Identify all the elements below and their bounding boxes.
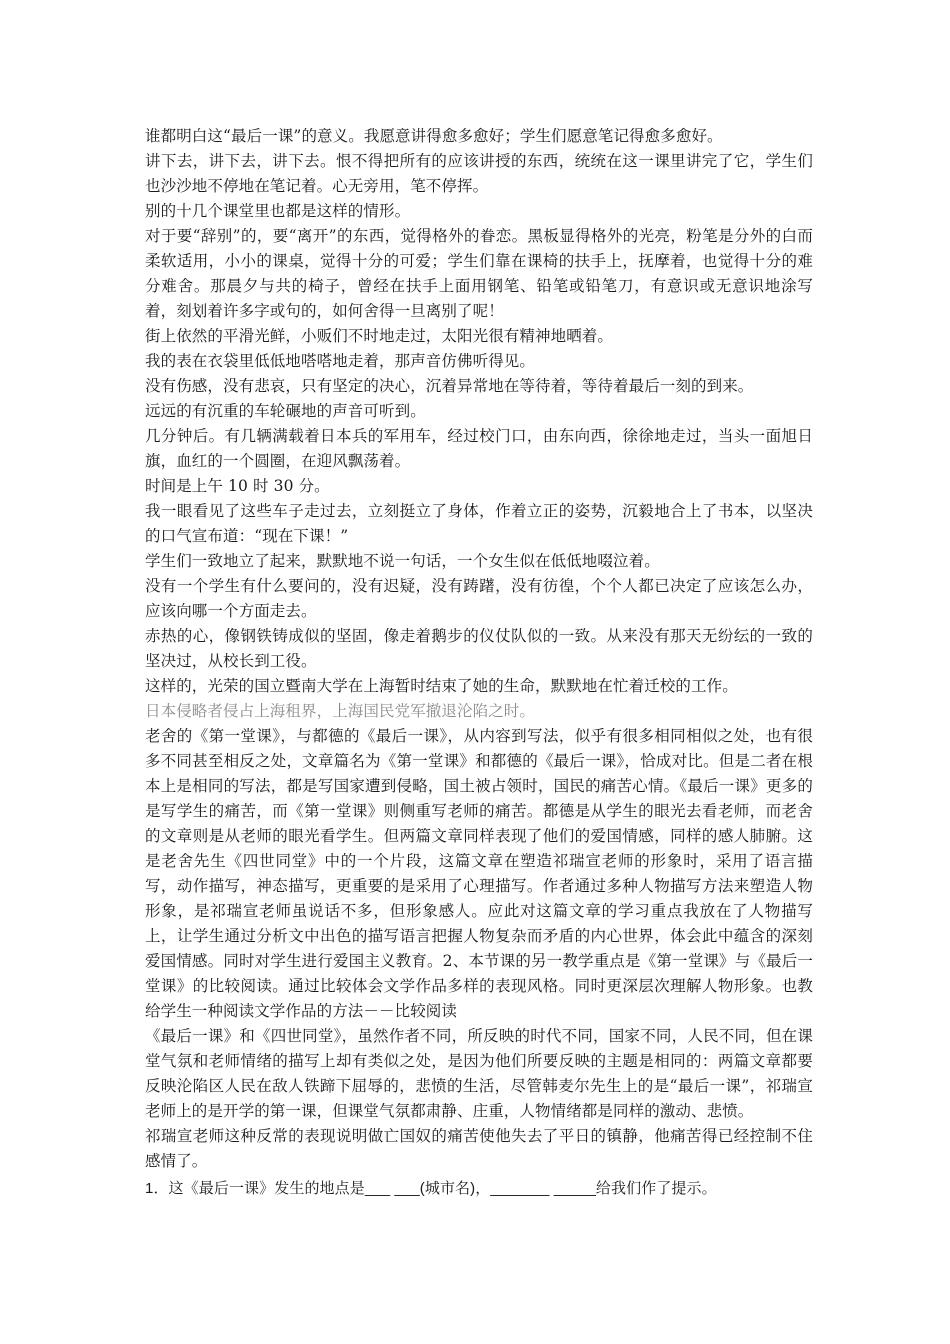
paragraph: 讲下去，讲下去，讲下去。恨不得把所有的应该讲授的东西，统统在这一课里讲完了它，学生们也沙沙地不停地在笔记着。心无旁用，笔不停挥。 [145,152,813,195]
paragraph: 没有伤感，没有悲哀，只有坚定的决心，沉着异常地在等待着，等待着最后一刻的到来。 [145,377,754,395]
paragraph: 几分钟后。有几辆满载着日本兵的军用车，经过校门口，由东向西，徐徐地走过，当头一面旭日旗，血红的一个圆圈，在迎风飘荡着。 [145,427,813,470]
analysis-paragraph: 《最后一课》和《四世同堂》，虽然作者不同，所反映的时代不同，国家不同，人民不同，但在课堂气氛和老师情绪的描写上却有类似之处，是因为他们所要反映的主题是相同的：两篇文章都要反映沦陷区人民在敌人铁蹄下屈辱的，悲愤的生活，尽管韩麦尔先生上的是“最后一课”，祁瑞宣老师上的是开学的第一课，但课堂气氛都肃静、庄重，人物情绪都是同样的激动、悲愤。 [145,1027,813,1120]
paragraph: 我的表在衣袋里低低地嗒嗒地走着，那声音仿佛听得见。 [145,352,536,370]
paragraph: 谁都明白这“最后一课”的意义。我愿意讲得愈多愈好；学生们愿意笔记得愈多愈好。 [145,127,723,145]
analysis-paragraph: 老舍的《第一堂课》，与都德的《最后一课》，从内容到写法，似乎有很多相同相似之处，也有很多不同甚至相反之处，文章篇名为《第一堂课》和都德的《最后一课》，恰成对比。但是二者在根本上是相同的写法，都是写国家遭到侵略，国土被占领时，国民的痛苦心情。《最后一课》更多的是写学生的痛苦，而《第一堂课》则侧重写老师的痛苦。都德是从学生的眼光去看老师，而老舍的文章则是从老师的眼光看学生。但两篇文章同样表现了他们的爱国情感，同样的感人肺腑。这是老舍先生《四世同堂》中的一个片段，这篇文章在塑造祁瑞宣老师的形象时，采用了语言描写，动作描写，神态描写，更重要的是采用了心理描写。作者通过多种人物描写方法来塑造人物形象，是祁瑞宣老师虽说话不多，但形象感人。应此对这篇文章的学习重点我放在了人物描写上，让学生通过分析文中出色的描写语言把握人物复杂而矛盾的内心世界，体会此中蕴含的深刻爱国情感。同时对学生进行爱国主义教育。2、本节课的另一教学重点是《第一堂课》与《最后一堂课》的比较阅读。通过比较体会文学作品多样的表现风格。同时更深层次理解人物形象。也教给学生一种阅读文学作品的方法－－比较阅读 [145,727,813,1020]
paragraph: 对于要“辞别”的，要“离开”的东西，觉得格外的眷恋。黑板显得格外的光亮，粉笔是分外的白而柔软适用，小小的课桌，觉得十分的可爱；学生们靠在课椅的扶手上，抚摩着，也觉得十分的难分难舍。那晨夕与共的椅子，曾经在扶手上面用钢笔、铅笔或铅笔刀，有意识或无意识地涂写着，刻划着许多字或句的，如何舍得一旦离别了呢！ [145,227,813,320]
paragraph: 街上依然的平滑光鲜，小贩们不时地走过，太阳光很有精神地晒着。 [145,327,614,345]
question-item: 1．这《最后一课》发生的地点是___ ___(城市名)，_______ _____给我们作了提示。 [145,1180,717,1197]
paragraph: 这样的，光荣的国立暨南大学在上海暂时结束了她的生命，默默地在忙着迁校的工作。 [145,677,738,695]
paragraph: 别的十几个课堂里也都是这样的情形。 [145,202,411,220]
muted-note: 日本侵略者侵占上海租界，上海国民党军撤退沦陷之时。 [145,702,536,720]
paragraph: 学生们一致地立了起来，默默地不说一句话，一个女生似在低低地啜泣着。 [145,552,660,570]
document-body [145,124,813,1201]
paragraph: 远远的有沉重的车轮碾地的声音可听到。 [145,402,426,420]
paragraph: 赤热的心，像钢铁铸成似的坚固，像走着鹅步的仪仗队似的一致。从来没有那天无纷纭的一致的坚决过，从校长到工役。 [145,627,813,670]
paragraph: 我一眼看见了这些车子走过去，立刻挺立了身体，作着立正的姿势，沉毅地合上了书本，以坚决的口气宣布道：“现在下课！” [145,502,813,545]
paragraph: 没有一个学生有什么要问的，没有迟疑，没有踌躇，没有彷徨，个个人都已决定了应该怎么办，应该向哪一个方面走去。 [145,577,813,620]
paragraph: 时间是上午 10 时 30 分。 [145,477,330,495]
analysis-paragraph: 祁瑞宣老师这种反常的表现说明做亡国奴的痛苦使他失去了平日的镇静，他痛苦得已经控制不住感情了。 [145,1127,813,1170]
